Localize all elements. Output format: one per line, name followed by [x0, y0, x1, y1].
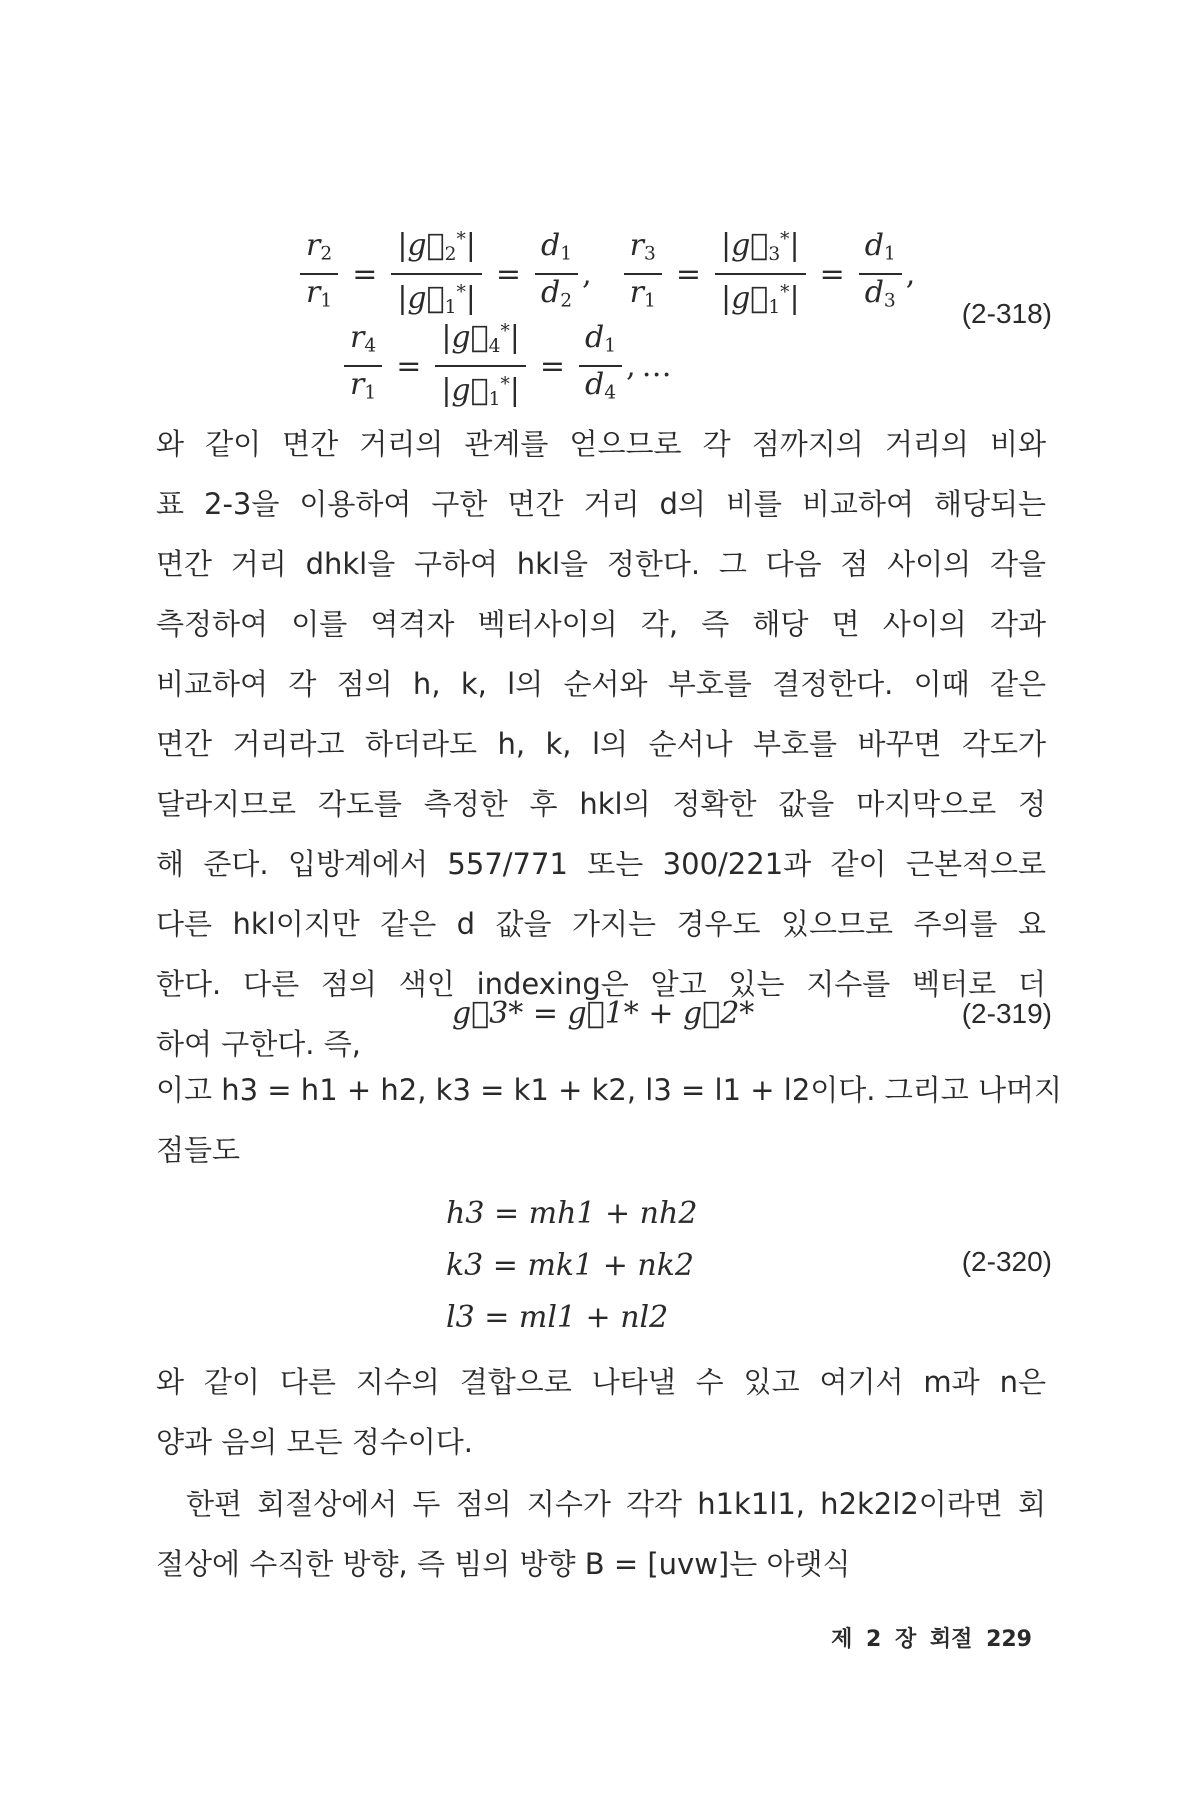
footer-section: 회절 [929, 1627, 973, 1652]
text-line: 면간 거리 dhkl을 구하여 hkl을 정한다. 그 다음 점 사이의 각을 [156, 547, 1046, 581]
text-line: 점들도 [156, 1133, 241, 1167]
fraction-g3-g1: $\frac{|g⃗_3^*|}{|g⃗_1^*|}$ [715, 222, 806, 326]
text-line: 와 같이 다른 지수의 결합으로 나타낼 수 있고 여기서 m과 n은 [156, 1365, 1046, 1399]
text-line: 면간 거리라고 하더라도 h, k, l의 순서나 부호를 바꾸면 각도가 [156, 727, 1046, 761]
paragraph-1 [156, 414, 1046, 1074]
equation-number-2-320: (2-320) [961, 1246, 1052, 1277]
text-line: 비교하여 각 점의 h, k, l의 순서와 부호를 결정한다. 이때 같은 [156, 667, 1046, 701]
text-line: 측정하여 이를 역격자 벡터사이의 각, 즉 해당 면 사이의 각과 [156, 607, 1046, 641]
text-line: 한편 회절상에서 두 점의 지수가 각각 h1k1l1, h2k2l2이라면 회 [186, 1487, 1046, 1521]
equation-number-2-318: (2-318) [961, 298, 1052, 329]
text-line: 양과 음의 모든 정수이다. [156, 1425, 474, 1459]
paragraph-2 [156, 1060, 1063, 1180]
equation-2-318-line-2: $\frac{r_4}{r_1}$ = $\frac{|g⃗_4^*|}{|g⃗_1^*|}$ = $\frac{d_1}{d_4}$ , … [296, 320, 943, 412]
equation-2-320 [446, 1188, 697, 1344]
fraction-r4-r1: $\frac{r_4}{r_1}$ [344, 320, 382, 411]
equation-line: l3 = ml1 + nl2 [446, 1300, 669, 1335]
fraction-d1-d2: $\frac{d_1}{d_2}$ [535, 228, 578, 319]
footer-chapter: 제 2 장 [831, 1627, 917, 1652]
equation-line: h3 = mh1 + nh2 [446, 1196, 698, 1231]
equation-2-318 [296, 228, 943, 412]
text-line: 표 2-3을 이용하여 구한 면간 거리 d의 비를 비교하여 해당되는 [156, 487, 1046, 521]
equation-number-2-319: (2-319) [961, 998, 1052, 1029]
text-line: 와 같이 면간 거리의 관계를 얻으므로 각 점까지의 거리의 비와 [156, 427, 1046, 461]
equation-line: k3 = mk1 + nk2 [446, 1248, 694, 1283]
paragraph-3 [156, 1352, 1046, 1472]
text-line: 달라지므로 각도를 측정한 후 hkl의 정확한 값을 마지막으로 정 [156, 787, 1046, 821]
text-line: 다른 hkl이지만 같은 d 값을 가지는 경우도 있으므로 주의를 요 [156, 907, 1046, 941]
fraction-r2-r1: $\frac{r_2}{r_1}$ [300, 228, 338, 319]
text-line: 한다. 다른 점의 색인 indexing은 알고 있는 지수를 벡터로 더 [156, 967, 1046, 1001]
equation-2-318-line-1: $\frac{r_2}{r_1}$ = $\frac{|g⃗_2^*|}{|g⃗_1^*|}$ = $\frac{d_1}{d_2}$ , $\frac{r_3}{r_1}$ = $\frac{|g⃗_3^*|}{|g⃗_1^*|}$ = $\frac{d_1}{d_3}$ , [296, 228, 943, 320]
text-line: 해 준다. 입방계에서 557/771 또는 300/221과 같이 근본적으로 [156, 847, 1046, 881]
equation-2-319: g⃗3* = g⃗1* + g⃗2* [452, 996, 755, 1031]
fraction-d1-d4: $\frac{d_1}{d_4}$ [579, 320, 622, 411]
page-footer [831, 1622, 1032, 1653]
text-line: 이고 h3 = h1 + h2, k3 = k1 + k2, l3 = l1 + l2이다. 그리고 나머지 [156, 1073, 1063, 1107]
text-line: 절상에 수직한 방향, 즉 빔의 방향 B = [uvw]는 아랫식 [156, 1547, 851, 1581]
paragraph-4 [156, 1474, 1046, 1594]
fraction-d1-d3: $\frac{d_1}{d_3}$ [859, 228, 902, 319]
page-number: 229 [986, 1627, 1032, 1652]
text-line: 하여 구한다. 즉, [156, 1027, 361, 1061]
fraction-g4-g1: $\frac{|g⃗_4^*|}{|g⃗_1^*|}$ [435, 314, 526, 418]
fraction-r3-r1: $\frac{r_3}{r_1}$ [624, 228, 662, 319]
fraction-g2-g1: $\frac{|g⃗_2^*|}{|g⃗_1^*|}$ [391, 222, 482, 326]
